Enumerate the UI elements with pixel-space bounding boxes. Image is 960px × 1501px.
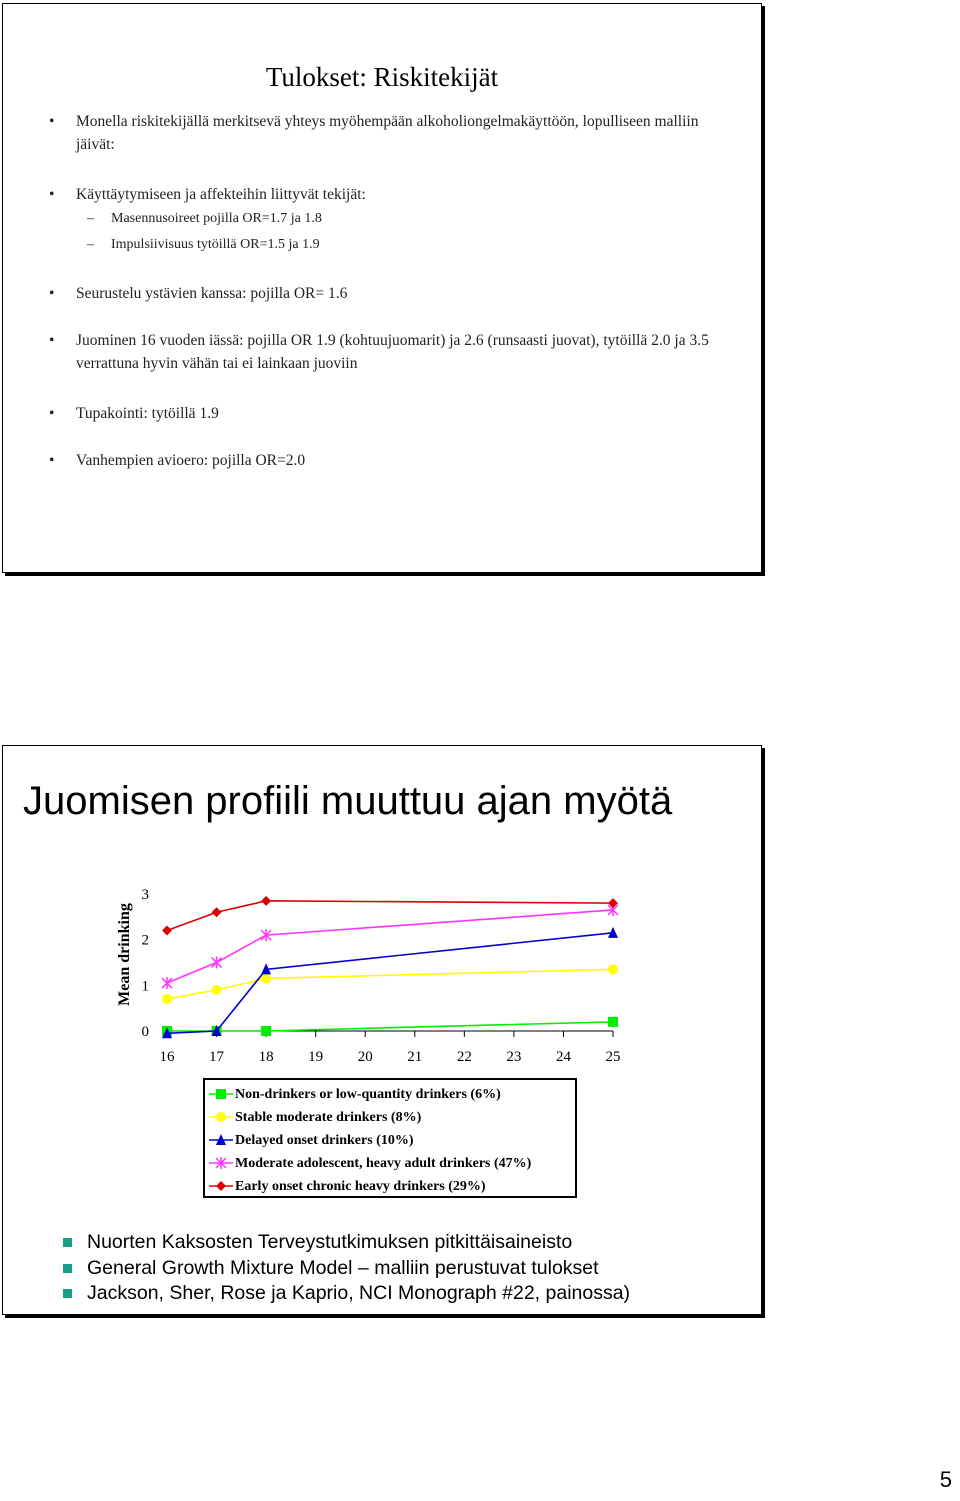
slide-juomisen-profiili (2, 745, 762, 1315)
legend-label: Non-drinkers or low-quantity drinkers (6%) (235, 1087, 501, 1102)
x-tick-label: 21 (407, 1049, 423, 1065)
bullet-icon: • (49, 452, 55, 469)
x-tick-label: 25 (605, 1049, 621, 1065)
series-line (167, 933, 613, 1033)
bullet-item (43, 282, 723, 305)
sub-bullet-text: Impulsiivisuus tytöillä OR=1.5 ja 1.9 (111, 237, 320, 252)
slide-riskitekijat (2, 3, 762, 573)
series-line (167, 910, 613, 983)
y-tick-label: 0 (141, 1024, 149, 1040)
bullet-item (43, 402, 723, 425)
bullet-icon: • (49, 285, 55, 302)
square-bullet-icon (63, 1289, 72, 1298)
legend-item (205, 1129, 575, 1152)
data-point (608, 964, 618, 974)
dash-icon: – (87, 211, 94, 226)
legend-item (205, 1152, 575, 1175)
line-chart (103, 876, 643, 1076)
bullet-text: Jackson, Sher, Rose ja Kaprio, NCI Monograph #22, painossa) (87, 1282, 631, 1304)
y-axis-label: Mean drinking (116, 903, 133, 1006)
dash-icon: – (87, 237, 94, 252)
data-point (261, 973, 271, 983)
bullet-text: Seurustelu ystävien kanssa: pojilla OR= 1.6 (76, 285, 348, 302)
data-point (261, 1026, 271, 1036)
legend-marker (216, 1181, 226, 1191)
x-tick-label: 22 (456, 1049, 472, 1065)
bullet-item (61, 1281, 630, 1307)
bullet-text: Monella riskitekijällä merkitsevä yhteys myöhempään alkoholiongelmakäyttöön, lopulliseen malliin jäivät: (76, 113, 699, 153)
sub-bullet-text: Masennusoireet pojilla OR=1.7 ja 1.8 (111, 211, 322, 226)
slide-title: Juomisen profiili muuttuu ajan myötä (23, 779, 673, 823)
slide2-bullet-list (61, 1230, 630, 1307)
legend-item (205, 1106, 575, 1129)
bullet-item (61, 1230, 630, 1256)
bullet-icon: • (49, 405, 55, 422)
data-point (212, 907, 222, 917)
y-tick-label: 2 (141, 932, 149, 949)
legend-marker-triangle (208, 1133, 234, 1147)
legend-marker-square (208, 1087, 234, 1101)
x-tick-label: 23 (506, 1049, 522, 1065)
square-bullet-icon (63, 1264, 72, 1273)
bullet-item (43, 110, 723, 156)
data-point (212, 985, 222, 995)
legend-marker-circle (208, 1110, 234, 1124)
data-point (608, 1017, 618, 1027)
bullet-list (43, 110, 723, 472)
sub-bullet-item (43, 206, 723, 232)
square-bullet-icon (63, 1238, 72, 1247)
legend-item (205, 1083, 575, 1106)
legend-marker (216, 1112, 226, 1122)
legend-label: Moderate adolescent, heavy adult drinkers (47%) (235, 1156, 532, 1171)
bullet-text: Tupakointi: tytöillä 1.9 (76, 405, 219, 422)
bullet-text: Nuorten Kaksosten Terveystutkimuksen pitkittäisaineisto (87, 1231, 573, 1253)
legend-marker (216, 1089, 226, 1099)
bullet-text: Juominen 16 vuoden iässä: pojilla OR 1.9 (kohtuujuomarit) ja 2.6 (runsaasti juovat), tytöillä 2.0 ja 3.5 verrattuna hyvin vähän tai ei lainkaan juoviin (76, 332, 709, 372)
bullet-item (43, 183, 723, 206)
data-point (608, 927, 618, 938)
data-point (162, 994, 172, 1004)
legend-label: Stable moderate drinkers (8%) (235, 1110, 422, 1125)
y-tick-label: 1 (141, 978, 149, 995)
series-line (167, 1022, 613, 1031)
legend-marker-star (208, 1156, 234, 1170)
bullet-item (43, 449, 723, 472)
x-tick-label: 20 (357, 1049, 373, 1065)
bullet-icon: • (49, 186, 55, 203)
legend-label: Delayed onset drinkers (10%) (235, 1133, 414, 1148)
bullet-text: Vanhempien avioero: pojilla OR=2.0 (76, 452, 306, 469)
series-line (167, 969, 613, 999)
legend-marker-diamond (208, 1179, 234, 1193)
x-tick-label: 24 (555, 1049, 571, 1065)
x-tick-label: 18 (258, 1049, 274, 1065)
slide-title: Tulokset: Riskitekijät (265, 62, 499, 92)
legend-item (205, 1175, 575, 1198)
bullet-icon: • (49, 332, 55, 349)
chart-legend (203, 1078, 577, 1198)
legend-label: Early onset chronic heavy drinkers (29%) (235, 1179, 486, 1194)
page-number: 5 (939, 1467, 952, 1492)
data-point (162, 977, 172, 989)
y-tick-label: 3 (141, 887, 149, 903)
bullet-text: Käyttäytymiseen ja affekteihin liittyvät tekijät: (76, 186, 366, 203)
bullet-text: General Growth Mixture Model – malliin perustuvat tulokset (87, 1256, 599, 1279)
data-point (212, 957, 222, 969)
data-point (162, 926, 172, 936)
x-tick-label: 19 (308, 1049, 324, 1065)
bullet-item (43, 329, 723, 375)
data-point (261, 896, 271, 906)
bullet-item (61, 1256, 630, 1282)
x-tick-label: 16 (159, 1049, 175, 1065)
bullet-icon: • (49, 113, 55, 130)
sub-bullet-item (43, 232, 723, 258)
x-tick-label: 17 (209, 1049, 225, 1065)
